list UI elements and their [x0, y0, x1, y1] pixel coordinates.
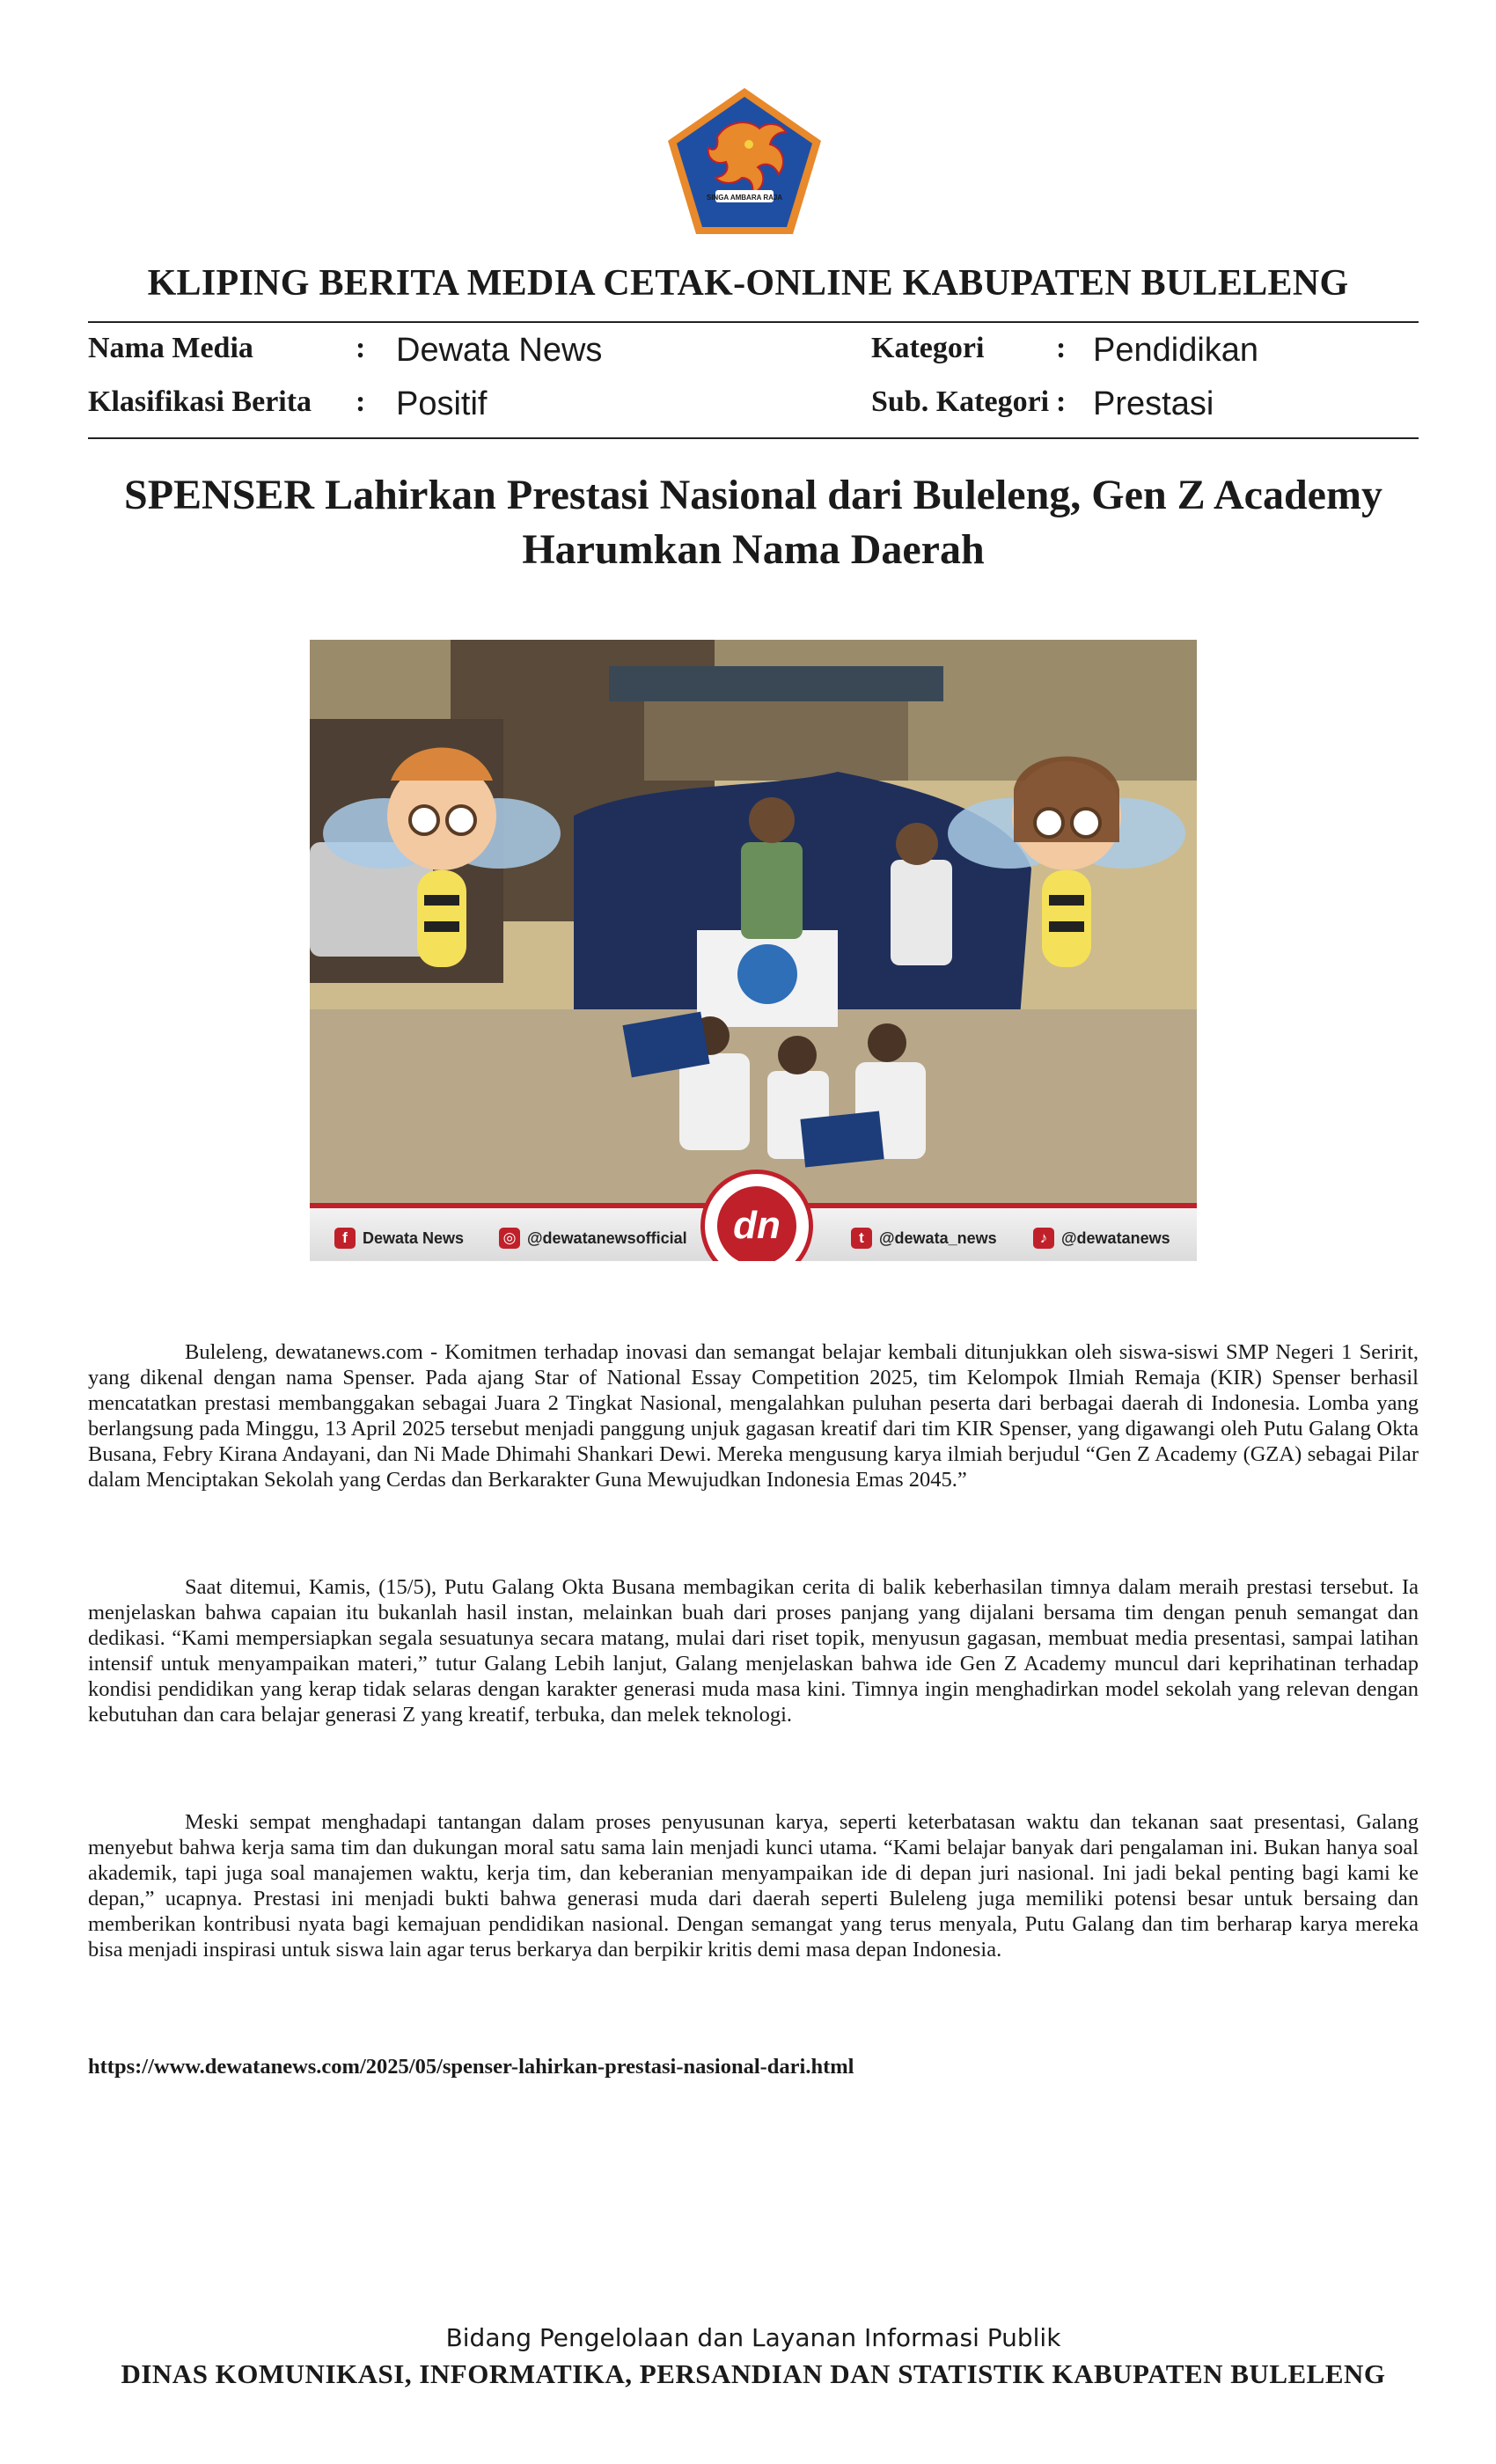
divider-top: [88, 321, 1419, 323]
category-colon: :: [1056, 332, 1067, 364]
classification-value: Positif: [396, 385, 488, 422]
article-paragraph-2: [88, 1574, 1419, 1727]
footer-unit: Bidang Pengelolaan dan Layanan Informasi Publik: [445, 2323, 1061, 2352]
paragraph-text: Saat ditemui, Kamis, (15/5), Putu Galang Okta Busana membagikan cerita di balik keberhasilan timnya dalam meraih prestasi tersebut. Ia menjelaskan bahwa capaian itu bukanlah hasil instan, melainkan buah dari proses panjang yang dijalani bersama tim dengan penuh semangat dan dedikasi. “Kami mempersiapkan segala sesuatunya secara matang, mulai dari riset topik, menyusun gagasan, membuat media presentasi, sampai latihan intensif untuk menyampaikan materi,” tutur Galang Lebih lanjut, Galang menjelaskan bahwa ide Gen Z Academy muncul dari keprihatinan terhadap kondisi pendidikan yang kerap tidak selaras dengan karakter generasi muda masa kini. Timnya ingin menghadirkan model sekolah yang relevan dengan kebutuhan dan cara belajar generasi Z yang kreatif, terbuka, dan melek teknologi.: [88, 1575, 1419, 1727]
instagram-icon: ◎: [499, 1228, 520, 1249]
social-label: Dewata News: [363, 1228, 465, 1247]
category-label: Kategori: [871, 332, 985, 364]
social-item-tiktok: [1033, 1226, 1170, 1250]
headline-line-1: SPENSER Lahirkan Prestasi Nasional dari Buleleng, Gen Z Academy: [124, 472, 1382, 518]
social-media-bar: [310, 1203, 1197, 1261]
tiktok-icon: ♪: [1033, 1228, 1054, 1249]
buleleng-emblem-logo: [664, 86, 825, 238]
article-paragraph-3: [88, 1809, 1419, 1962]
social-label: @dewatanewsofficial: [527, 1228, 687, 1247]
facebook-icon: f: [334, 1228, 356, 1249]
headline-line-2: Harumkan Nama Daerah: [522, 526, 985, 573]
category-value: Pendidikan: [1093, 332, 1259, 369]
article-photo: [310, 640, 1197, 1261]
social-item-twitter: [851, 1226, 997, 1250]
media-colon: :: [356, 332, 366, 364]
photo-illustration: [310, 640, 1197, 1261]
article-headline: [88, 468, 1419, 577]
article-paragraph-1: [88, 1339, 1419, 1492]
divider-bottom: [88, 437, 1419, 439]
social-item-instagram: [499, 1226, 687, 1250]
emblem-motto: SINGA AMBARA RAJA: [706, 194, 783, 202]
twitter-icon: t: [851, 1228, 872, 1249]
classification-colon: :: [356, 385, 366, 418]
source-url: https://www.dewatanews.com/2025/05/spenser-lahirkan-prestasi-nasional-dari.html: [88, 2055, 854, 2079]
media-value: Dewata News: [396, 332, 603, 369]
social-label: @dewata_news: [879, 1228, 997, 1247]
paragraph-text: Buleleng, dewatanews.com - Komitmen terhadap inovasi dan semangat belajar kembali ditunjukkan oleh siswa-siswi SMP Negeri 1 Seririt, yang dikenal dengan nama Spenser. Pada ajang Star of National Essay Competition 2025, tim Kelompok Ilmiah Remaja (KIR) Spenser berhasil mencatatkan prestasi membanggakan sebagai Juara 2 Tingkat Nasional, mengalahkan puluhan peserta dari berbagai daerah di Indonesia. Lomba yang berlangsung pada Minggu, 13 April 2025 tersebut menjadi panggung unjuk gagasan kreatif dari tim KIR Spenser, yang digawangi oleh Putu Galang Okta Busana, Febry Kirana Andayani, dan Ni Made Dhimahi Shankari Dewi. Mereka mengusung karya ilmiah berjudul “Gen Z Academy (GZA) sebagai Pilar dalam Menciptakan Sekolah yang Cerdas dan Berkarakter Guna Mewujudkan Indonesia Emas 2045.”: [88, 1340, 1419, 1492]
dn-logo: dn: [717, 1186, 796, 1261]
social-label: @dewatanews: [1061, 1228, 1170, 1247]
paragraph-text: Meski sempat menghadapi tantangan dalam proses penyusunan karya, seperti keterbatasan waktu dan tekanan saat presentasi, Galang menyebut bahwa kerja sama tim dan dukungan moral satu sama lain menjadi kunci utama. “Kami belajar banyak dari pengalaman ini. Bukan hanya soal akademik, tapi juga soal manajemen waktu, kerja tim, dan keberanian menyampaikan ide di depan juri nasional. Ini jadi bekal penting bagi kami ke depan,” ucapnya. Prestasi ini menjadi bukti bahwa generasi muda dari daerah seperti Buleleng juga memiliki potensi besar untuk bersaing dan memberikan kontribusi nyata bagi kemajuan pendidikan nasional. Dengan semangat yang terus menyala, Putu Galang dan tim berharap karya mereka bisa menjadi inspirasi untuk siswa lain agar terus berkarya dan berpikir kritis demi masa depan Indonesia.: [88, 1810, 1419, 1962]
social-item-facebook: [334, 1226, 464, 1250]
media-label: Nama Media: [88, 332, 253, 364]
subcategory-value: Prestasi: [1093, 385, 1214, 422]
subcategory-label: Sub. Kategori: [871, 385, 1050, 418]
classification-label: Klasifikasi Berita: [88, 385, 312, 418]
document-title: KLIPING BERITA MEDIA CETAK-ONLINE KABUPATEN BULELENG: [147, 263, 1349, 304]
subcategory-colon: :: [1056, 385, 1067, 418]
footer-agency: DINAS KOMUNIKASI, INFORMATIKA, PERSANDIAN DAN STATISTIK KABUPATEN BULELENG: [121, 2358, 1386, 2389]
